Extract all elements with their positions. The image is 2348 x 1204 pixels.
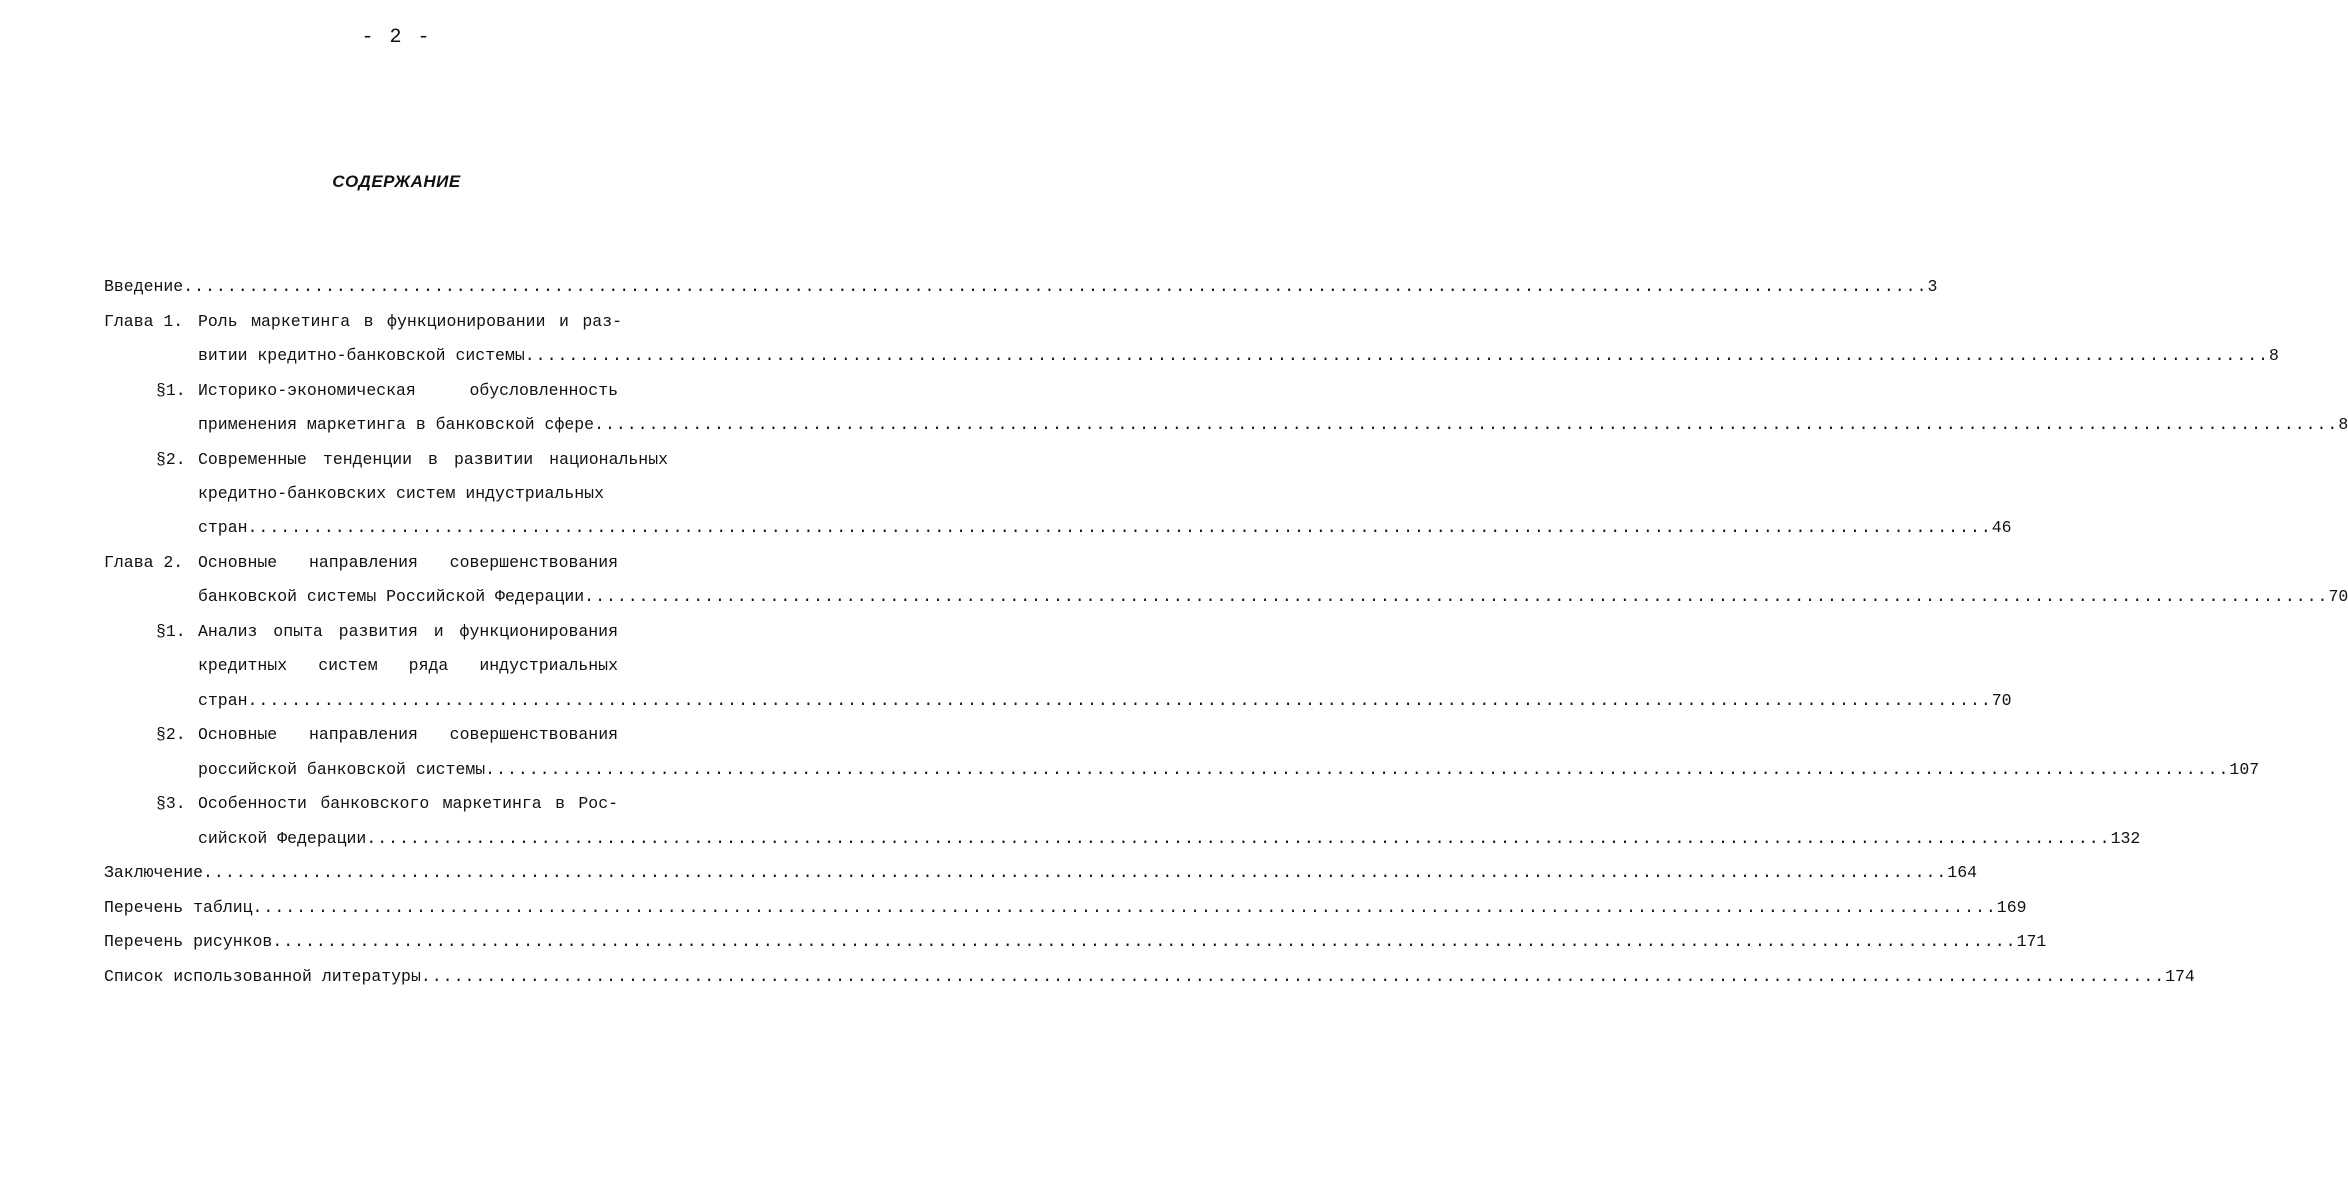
toc-title: СОДЕРЖАНИЕ <box>332 172 461 191</box>
page-number: - 2 - <box>361 26 432 49</box>
toc-chapter-marker: Глава 1. <box>104 312 184 331</box>
toc-entry-chapter1-section1[interactable] <box>198 412 2348 438</box>
toc-label: применения маркетинга в банковской сфере <box>198 415 595 434</box>
toc-section-title-line1[interactable]: Современные тенденции в развитии национальных <box>198 450 668 469</box>
toc-label: Перечень рисунков <box>104 932 273 951</box>
toc-leader-dots: ................................................................................................................................................................ <box>524 346 2270 365</box>
toc-leader-dots: ................................................................................................................................................................ <box>584 587 2329 606</box>
toc-leader-dots: ................................................................................................................................................................ <box>594 415 2339 434</box>
toc-section-title-line1[interactable]: Историко-экономическая обусловленность <box>198 381 618 400</box>
toc-page-number: 70 <box>2328 587 2348 606</box>
toc-section-title-line2[interactable]: кредитных систем ряда индустриальных <box>198 656 618 675</box>
toc-label: российской банковской системы <box>198 760 486 779</box>
toc-leader-dots: ................................................................................................................................................................ <box>485 760 2230 779</box>
toc-label: стран <box>198 691 248 710</box>
toc-page-number: 8 <box>2338 415 2348 434</box>
toc-label: сийской Федерации <box>198 829 367 848</box>
toc-section-title-line2[interactable]: кредитно-банковских систем индустриальных <box>198 484 604 503</box>
toc-entry-chapter1-section2[interactable] <box>198 515 2012 541</box>
toc-leader-dots: ................................................................................................................................................................ <box>183 277 1928 296</box>
toc-label: Заключение <box>104 863 204 882</box>
toc-section-title-line1[interactable]: Анализ опыта развития и функционирования <box>198 622 618 641</box>
toc-page-number: 132 <box>2110 829 2141 848</box>
toc-label: Перечень таблиц <box>104 898 253 917</box>
toc-entry-chapter2-section1[interactable] <box>198 688 2012 714</box>
toc-chapter-marker: Глава 2. <box>104 553 184 572</box>
toc-section-title-line1[interactable]: Особенности банковского маркетинга в Рос- <box>198 794 618 813</box>
toc-entry-chapter2-section2[interactable] <box>198 757 2260 783</box>
toc-entry-conclusion[interactable] <box>104 860 1978 886</box>
toc-leader-dots: ................................................................................................................................................................ <box>252 898 1997 917</box>
toc-section-marker: §1. <box>156 381 186 400</box>
toc-entry-introduction[interactable] <box>104 274 1938 300</box>
toc-entry-chapter2-section3[interactable] <box>198 826 2141 852</box>
toc-page-number: 164 <box>1947 863 1978 882</box>
toc-leader-dots: ................................................................................................................................................................ <box>247 691 1992 710</box>
toc-page-number: 107 <box>2229 760 2260 779</box>
toc-page-number: 70 <box>1991 691 2012 710</box>
toc-page-number: 169 <box>1996 898 2027 917</box>
toc-chapter1-title-line1[interactable]: Роль маркетинга в функционировании и раз- <box>198 312 622 331</box>
toc-chapter2-title-line1[interactable]: Основные направления совершенствования <box>198 553 618 572</box>
toc-section-marker: §1. <box>156 622 186 641</box>
toc-page-number: 171 <box>2016 932 2047 951</box>
toc-page-number: 174 <box>2165 967 2195 986</box>
toc-section-marker: §3. <box>156 794 186 813</box>
toc-entry-chapter1[interactable] <box>198 343 2279 369</box>
toc-entry-literature[interactable] <box>104 964 2195 990</box>
toc-leader-dots: ................................................................................................................................................................ <box>272 932 2017 951</box>
toc-page-number: 8 <box>2269 346 2279 365</box>
toc-leader-dots: ................................................................................................................................................................ <box>203 863 1948 882</box>
toc-label: стран <box>198 518 248 537</box>
toc-section-title-line1[interactable]: Основные направления совершенствования <box>198 725 618 744</box>
toc-entry-chapter2[interactable] <box>198 584 2348 610</box>
toc-label: витии кредитно-банковской системы <box>198 346 525 365</box>
toc-leader-dots: ................................................................................................................................................................ <box>366 829 2111 848</box>
toc-label: банковской системы Российской Федерации <box>198 587 585 606</box>
toc-label: Введение <box>104 277 184 296</box>
toc-leader-dots: ................................................................................................................................................................ <box>420 967 2166 986</box>
toc-section-marker: §2. <box>156 725 186 744</box>
toc-page-number: 46 <box>1991 518 2012 537</box>
toc-leader-dots: ................................................................................................................................................................ <box>247 518 1992 537</box>
toc-page-number: 3 <box>1927 277 1938 296</box>
toc-section-marker: §2. <box>156 450 186 469</box>
toc-label: Список использованной литературы <box>104 967 421 986</box>
toc-entry-figures[interactable] <box>104 929 2047 955</box>
toc-entry-tables[interactable] <box>104 895 2027 921</box>
